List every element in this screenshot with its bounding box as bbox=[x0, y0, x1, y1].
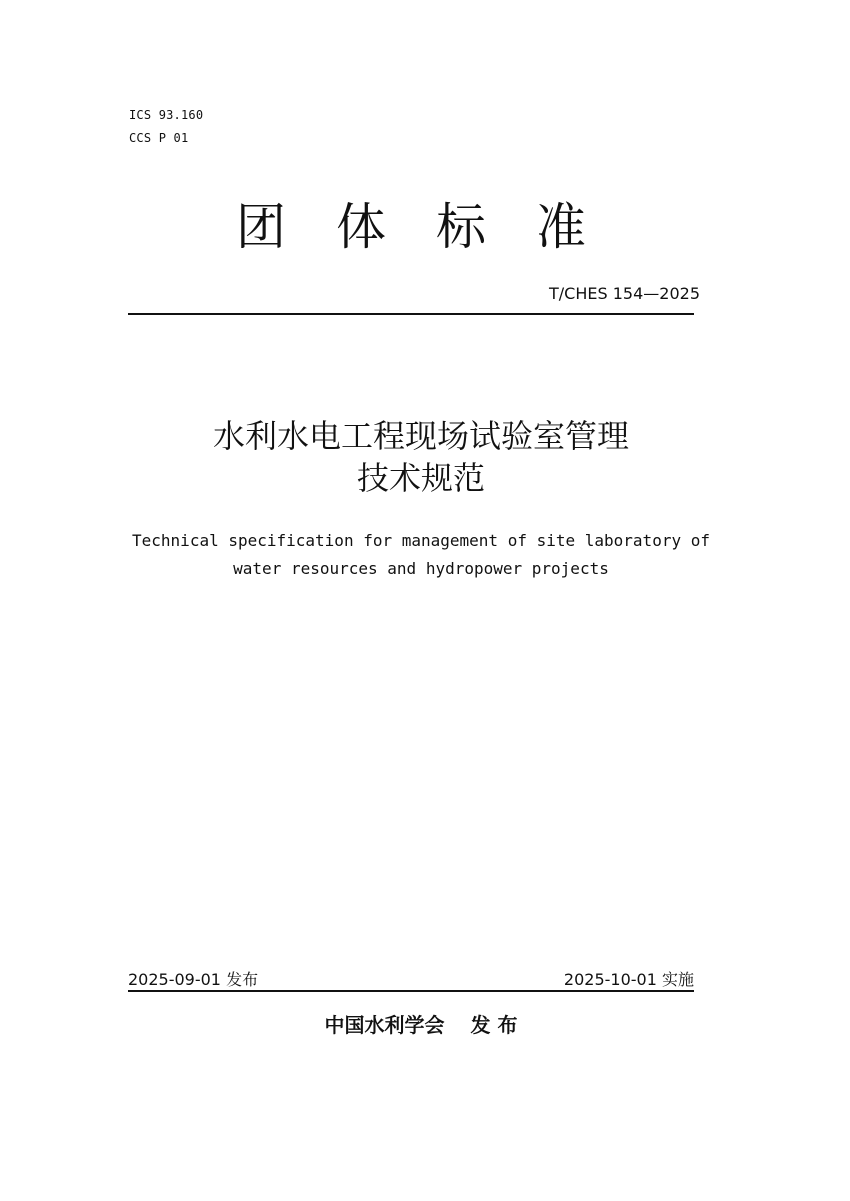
ics-code: ICS 93.160 bbox=[129, 108, 204, 122]
date-row bbox=[128, 968, 694, 992]
ccs-code: CCS P 01 bbox=[129, 131, 189, 145]
standard-number: T/CHES 154—2025 bbox=[549, 284, 700, 303]
implementation-date: 2025-10-01 实施 bbox=[563, 970, 694, 989]
issue-date: 2025-09-01 发布 bbox=[128, 970, 259, 989]
publisher-name: 中国水利学会 bbox=[324, 1013, 445, 1037]
chinese-title bbox=[0, 415, 842, 499]
classification-codes bbox=[129, 104, 203, 150]
footer-divider bbox=[128, 990, 694, 992]
chinese-title-line-1: 水利水电工程现场试验室管理 bbox=[212, 417, 629, 455]
document-type-heading: 团体标准 bbox=[236, 198, 636, 256]
publisher-action: 发 布 bbox=[470, 1013, 518, 1037]
english-title: Technical specification for management of site laboratory of water resources and hydropower projects bbox=[132, 531, 710, 578]
publisher-line bbox=[0, 1010, 842, 1040]
header-divider bbox=[128, 313, 694, 315]
chinese-title-line-2: 技术规范 bbox=[356, 459, 485, 497]
